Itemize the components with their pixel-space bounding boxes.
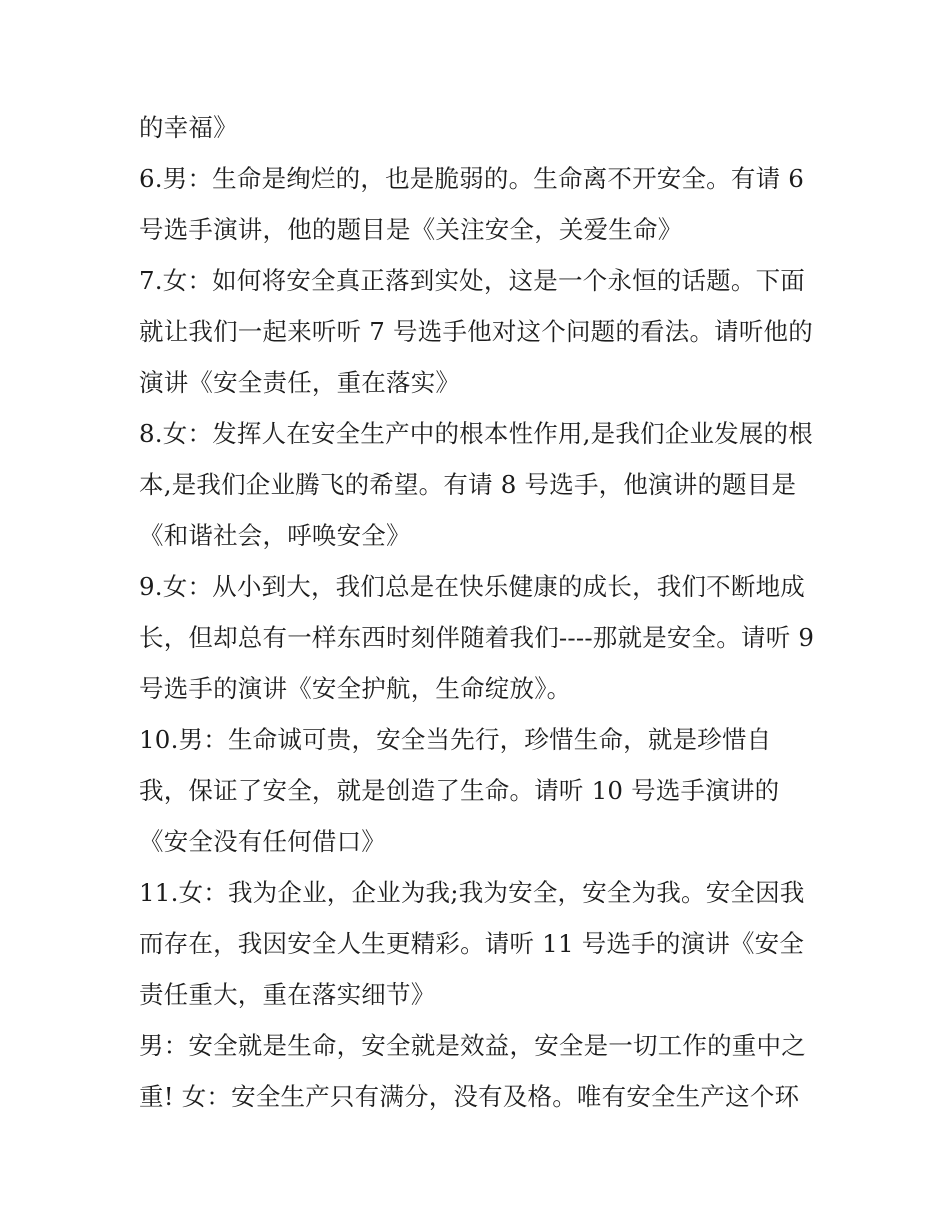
text-line: 11.女：我为企业，企业为我;我为安全，安全为我。安全因我 [139,878,805,907]
text-line: 10.男：生命诚可贵，安全当先行，珍惜生命，就是珍惜自 [139,725,772,754]
text-line: 《安全没有任何借口》 [139,827,386,856]
text-line: 就让我们一起来听听 7 号选手他对这个问题的看法。请听他的 [139,317,813,346]
text-line: 《和谐社会，呼唤安全》 [139,521,411,550]
text-line: 本,是我们企业腾飞的希望。有请 8 号选手，他演讲的题目是 [139,470,797,499]
text-line: 男：安全就是生命，安全就是效益，安全是一切工作的重中之 [139,1031,806,1060]
text-line: 7.女：如何将安全真正落到实处，这是一个永恒的话题。下面 [139,266,805,295]
text-line: 6.男：生命是绚烂的，也是脆弱的。生命离不开安全。有请 6 [139,164,805,193]
text-line: 我，保证了安全，就是创造了生命。请听 10 号选手演讲的 [139,776,780,805]
text-line: 责任重大，重在落实细节》 [139,980,436,1009]
text-line: 号选手的演讲《安全护航，生命绽放》。 [139,674,572,703]
text-line: 重! 女：安全生产只有满分，没有及格。唯有安全生产这个环 [139,1082,800,1111]
text-line: 8.女：发挥人在安全生产中的根本性作用,是我们企业发展的根 [139,419,813,448]
text-line: 的幸福》 [139,113,238,142]
text-line: 9.女：从小到大，我们总是在快乐健康的成长，我们不断地成 [139,572,805,601]
text-line: 长，但却总有一样东西时刻伴随着我们----那就是安全。请听 9 [139,623,815,652]
text-line: 而存在，我因安全人生更精彩。请听 11 号选手的演讲《安全 [139,929,805,958]
text-line: 演讲《安全责任，重在落实》 [139,368,461,397]
text-line: 号选手演讲，他的题目是《关注安全，关爱生命》 [139,215,683,244]
